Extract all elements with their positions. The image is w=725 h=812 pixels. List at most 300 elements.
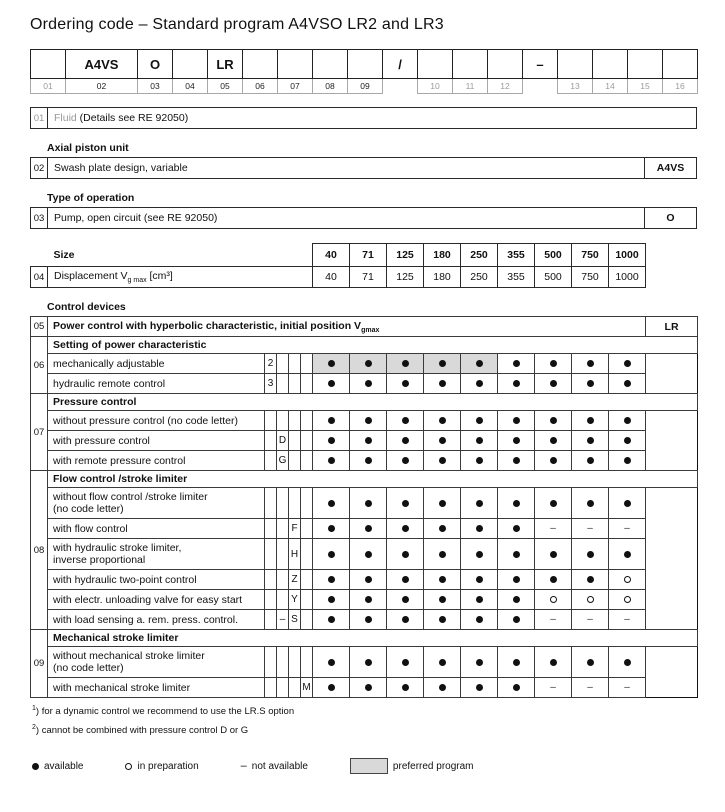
availability-cell	[424, 610, 461, 630]
code-cell: A4VS	[66, 50, 138, 79]
availability-cell	[313, 451, 350, 471]
control-option-row	[31, 678, 698, 698]
code-letter-cell	[289, 488, 301, 519]
control-option-label: hydraulic remote control	[48, 374, 265, 394]
available-dot	[624, 551, 631, 558]
footnote: $^2$) cannot be combined with pressure control D or G	[32, 724, 249, 737]
availability-cell	[461, 431, 498, 451]
control-option-label: with electr. unloading valve for easy start	[48, 590, 265, 610]
availability-cell	[424, 678, 461, 698]
section-02-code: A4VS	[645, 158, 697, 179]
control-option-label: with hydraulic two-point control	[48, 570, 265, 590]
availability-cell	[572, 590, 609, 610]
legend-box-icon	[350, 758, 388, 774]
available-dot	[365, 525, 372, 532]
available-dot	[476, 500, 483, 507]
code-letter-cell	[301, 519, 313, 539]
control-option-row	[31, 519, 698, 539]
availability-cell: –	[609, 610, 646, 630]
availability-cell	[424, 539, 461, 570]
in-preparation-circle	[624, 596, 631, 603]
code-cell	[488, 50, 523, 79]
size-value-cell: 1000	[609, 267, 646, 288]
available-dot	[328, 576, 335, 583]
availability-cell	[313, 519, 350, 539]
available-dot	[587, 659, 594, 666]
availability-cell	[609, 451, 646, 471]
available-dot	[476, 616, 483, 623]
availability-cell	[535, 431, 572, 451]
availability-cell	[572, 647, 609, 678]
code-position-label: 09	[348, 79, 383, 94]
available-dot	[550, 437, 557, 444]
availability-cell	[350, 539, 387, 570]
available-dot	[439, 551, 446, 558]
control-option-label: with load sensing a. rem. press. control.	[48, 610, 265, 630]
code-letter-cell	[265, 539, 277, 570]
available-dot	[328, 380, 335, 387]
availability-cell	[572, 488, 609, 519]
control-option-label: with mechanical stroke limiter	[48, 678, 265, 698]
code-letter-cell	[265, 647, 277, 678]
availability-cell	[609, 539, 646, 570]
code-position-gap	[383, 79, 418, 94]
available-dot	[439, 525, 446, 532]
available-dot	[328, 616, 335, 623]
availability-cell	[498, 678, 535, 698]
availability-cell	[424, 451, 461, 471]
code-letter-cell	[289, 411, 301, 431]
availability-cell	[424, 488, 461, 519]
position-number: 02	[31, 158, 48, 179]
size-header-cell: 180	[424, 244, 461, 267]
control-group-header-row	[31, 394, 698, 411]
availability-cell: –	[609, 678, 646, 698]
code-cell	[418, 50, 453, 79]
available-dot	[439, 684, 446, 691]
code-letter-cell	[289, 647, 301, 678]
available-dot	[365, 684, 372, 691]
available-dot	[365, 659, 372, 666]
availability-cell: –	[535, 678, 572, 698]
available-dot	[365, 576, 372, 583]
code-cell	[31, 50, 66, 79]
axial-piston-unit-heading: Axial piston unit	[47, 142, 129, 154]
legend-label: in preparation	[137, 760, 199, 772]
available-dot	[439, 457, 446, 464]
available-dot	[476, 659, 483, 666]
legend	[32, 758, 697, 774]
availability-cell	[313, 610, 350, 630]
code-position-label: 02	[66, 79, 138, 94]
in-preparation-circle	[624, 576, 631, 583]
code-letter-cell	[265, 519, 277, 539]
available-dot	[402, 576, 409, 583]
section-03-code: O	[645, 208, 697, 229]
code-letter-cell	[277, 488, 289, 519]
control-option-row	[31, 411, 698, 431]
available-dot	[587, 576, 594, 583]
available-dot	[587, 380, 594, 387]
availability-cell: –	[572, 519, 609, 539]
size-table	[30, 243, 646, 288]
control-option-label: with flow control	[48, 519, 265, 539]
position-number: 05	[31, 317, 48, 337]
availability-cell	[572, 374, 609, 394]
size-header-cell: 355	[498, 244, 535, 267]
availability-cell	[424, 570, 461, 590]
availability-cell	[387, 354, 424, 374]
code-letter-cell	[301, 411, 313, 431]
availability-cell	[535, 354, 572, 374]
availability-cell	[535, 411, 572, 431]
availability-cell	[387, 374, 424, 394]
position-number: 04	[31, 267, 48, 288]
available-dot	[624, 437, 631, 444]
available-dot	[328, 525, 335, 532]
availability-cell	[313, 647, 350, 678]
availability-cell	[572, 570, 609, 590]
available-dot	[476, 551, 483, 558]
code-letter-cell	[289, 374, 301, 394]
available-dot	[550, 380, 557, 387]
available-dot	[513, 596, 520, 603]
available-dot	[513, 525, 520, 532]
availability-cell	[535, 570, 572, 590]
availability-cell	[350, 374, 387, 394]
legend-item	[241, 760, 308, 772]
code-letter-cell	[289, 678, 301, 698]
available-dot	[476, 360, 483, 367]
footnote-sup: 1	[32, 705, 36, 713]
size-value-cell: 40	[313, 267, 350, 288]
availability-cell	[498, 411, 535, 431]
code-letter-cell	[301, 610, 313, 630]
availability-cell	[424, 647, 461, 678]
control-group-header-row	[31, 630, 698, 647]
availability-cell	[535, 539, 572, 570]
code-letter-cell	[289, 354, 301, 374]
availability-cell	[609, 570, 646, 590]
code-letter-cell	[265, 411, 277, 431]
control-option-row	[31, 539, 698, 570]
available-dot	[513, 380, 520, 387]
control-header-row	[31, 317, 698, 337]
availability-cell	[387, 431, 424, 451]
availability-cell	[387, 678, 424, 698]
code-position-label: 01	[31, 79, 66, 94]
code-position-label: 11	[453, 79, 488, 94]
legend-item	[350, 758, 474, 774]
available-dot	[328, 551, 335, 558]
code-letter-cell	[277, 539, 289, 570]
control-option-row	[31, 647, 698, 678]
available-dot	[402, 551, 409, 558]
available-dot	[624, 659, 631, 666]
legend-dash-icon: –	[240, 760, 247, 773]
availability-cell	[350, 519, 387, 539]
availability-cell	[313, 678, 350, 698]
available-dot	[513, 457, 520, 464]
control-devices-table	[30, 316, 698, 698]
availability-cell	[350, 411, 387, 431]
size-value-cell: 125	[387, 267, 424, 288]
control-option-label: mechanically adjustable	[48, 354, 265, 374]
code-letter-cell: S	[289, 610, 301, 630]
code-letter-cell	[277, 647, 289, 678]
available-dot	[624, 500, 631, 507]
control-group-title: Setting of power characteristic	[48, 337, 698, 354]
available-dot	[587, 437, 594, 444]
code-separator-cell: /	[383, 50, 418, 79]
available-dot	[476, 684, 483, 691]
available-dot	[550, 457, 557, 464]
available-dot	[587, 457, 594, 464]
code-cell	[243, 50, 278, 79]
available-dot	[513, 551, 520, 558]
code-position-label: 07	[278, 79, 313, 94]
availability-cell	[572, 411, 609, 431]
control-group-title: Pressure control	[48, 394, 698, 411]
size-value-cell: 355	[498, 267, 535, 288]
code-cell	[313, 50, 348, 79]
availability-cell	[461, 411, 498, 431]
availability-cell	[387, 451, 424, 471]
available-dot	[476, 576, 483, 583]
availability-cell	[350, 647, 387, 678]
availability-cell	[350, 451, 387, 471]
section-01-table	[30, 107, 697, 129]
availability-cell	[609, 354, 646, 374]
size-header-cell: 40	[313, 244, 350, 267]
code-letter-cell	[301, 354, 313, 374]
available-dot	[32, 763, 39, 770]
code-position-label: 13	[558, 79, 593, 94]
control-header-code: LR	[646, 317, 698, 337]
code-letter-cell	[277, 570, 289, 590]
availability-cell	[461, 610, 498, 630]
spacer-cell	[31, 244, 48, 267]
in-preparation-circle	[550, 596, 557, 603]
availability-cell	[609, 431, 646, 451]
availability-cell: –	[572, 678, 609, 698]
availability-cell	[498, 374, 535, 394]
availability-cell	[609, 590, 646, 610]
availability-cell	[387, 647, 424, 678]
availability-cell	[609, 374, 646, 394]
power-control-label: Power control with hyperbolic characteristic, initial position $V_{gmax}$	[48, 317, 646, 337]
displacement-label: Displacement $V_{g max}$ [cm³]	[48, 267, 313, 288]
code-position-label: 10	[418, 79, 453, 94]
available-dot	[587, 500, 594, 507]
availability-cell	[572, 354, 609, 374]
code-letter-cell: H	[289, 539, 301, 570]
availability-cell	[461, 647, 498, 678]
available-dot	[439, 500, 446, 507]
code-letter-cell	[289, 451, 301, 471]
code-letter-cell	[265, 570, 277, 590]
availability-cell	[461, 678, 498, 698]
code-letter-cell	[265, 590, 277, 610]
code-position-label: 05	[208, 79, 243, 94]
code-letter-cell	[265, 678, 277, 698]
code-letter-cell: M	[301, 678, 313, 698]
control-group-title: Mechanical stroke limiter	[48, 630, 698, 647]
availability-cell	[609, 488, 646, 519]
available-dot	[476, 457, 483, 464]
code-cell	[593, 50, 628, 79]
code-letter-cell	[301, 431, 313, 451]
size-value-cell: 500	[535, 267, 572, 288]
code-letter-cell: 3	[265, 374, 277, 394]
available-dot	[550, 659, 557, 666]
code-letter-cell: F	[289, 519, 301, 539]
position-number: 01	[31, 108, 48, 129]
available-dot	[402, 457, 409, 464]
availability-cell	[461, 354, 498, 374]
available-dot	[439, 659, 446, 666]
in-preparation-circle	[125, 763, 132, 770]
code-letter-cell	[277, 374, 289, 394]
code-letter-cell	[301, 488, 313, 519]
availability-cell	[313, 590, 350, 610]
availability-cell	[461, 488, 498, 519]
size-values-row	[31, 267, 646, 288]
code-letter-cell	[277, 411, 289, 431]
code-separator-cell: –	[523, 50, 558, 79]
availability-cell	[313, 354, 350, 374]
code-letter-cell: –	[277, 610, 289, 630]
availability-cell	[387, 610, 424, 630]
control-option-row	[31, 374, 698, 394]
available-dot	[402, 500, 409, 507]
available-dot	[587, 360, 594, 367]
available-dot	[328, 684, 335, 691]
control-option-row	[31, 610, 698, 630]
position-number: 07	[31, 394, 48, 471]
availability-cell	[424, 519, 461, 539]
legend-label: preferred program	[392, 760, 474, 772]
code-letter-cell	[301, 539, 313, 570]
availability-cell	[498, 610, 535, 630]
availability-cell	[387, 411, 424, 431]
availability-cell	[461, 374, 498, 394]
code-cell: O	[138, 50, 173, 79]
available-dot	[550, 360, 557, 367]
available-dot	[439, 417, 446, 424]
legend-dot-icon	[32, 763, 39, 770]
control-devices-heading: Control devices	[47, 301, 126, 314]
available-dot	[402, 380, 409, 387]
control-option-row	[31, 488, 698, 519]
footnote-sup: 2	[32, 724, 36, 732]
availability-cell	[461, 590, 498, 610]
control-option-label: without mechanical stroke limiter (no code letter)	[48, 647, 265, 678]
available-dot	[587, 551, 594, 558]
available-dot	[550, 417, 557, 424]
available-dot	[402, 525, 409, 532]
available-dot	[624, 380, 631, 387]
code-cell	[663, 50, 698, 79]
availability-cell	[498, 647, 535, 678]
position-number: 06	[31, 337, 48, 394]
availability-cell	[350, 610, 387, 630]
availability-cell	[498, 354, 535, 374]
available-dot	[550, 576, 557, 583]
control-option-label: without pressure control (no code letter)	[48, 411, 265, 431]
size-value-cell: 750	[572, 267, 609, 288]
available-dot	[365, 616, 372, 623]
availability-cell	[535, 374, 572, 394]
availability-cell	[350, 431, 387, 451]
available-dot	[550, 500, 557, 507]
control-option-row	[31, 451, 698, 471]
available-dot	[328, 596, 335, 603]
availability-cell	[424, 411, 461, 431]
code-letter-cell	[277, 354, 289, 374]
available-dot	[439, 380, 446, 387]
code-letter-cell	[265, 431, 277, 451]
code-position-label: 16	[663, 79, 698, 94]
code-position-label: 14	[593, 79, 628, 94]
legend-label: available	[44, 760, 84, 772]
available-dot	[476, 417, 483, 424]
available-dot	[328, 417, 335, 424]
size-header-cell: 750	[572, 244, 609, 267]
code-position-label: 03	[138, 79, 173, 94]
code-letter-cell: Y	[289, 590, 301, 610]
available-dot	[328, 457, 335, 464]
code-position-label: 08	[313, 79, 348, 94]
code-letter-cell	[277, 590, 289, 610]
code-cell	[278, 50, 313, 79]
availability-cell	[498, 570, 535, 590]
ordering-code-position-row	[31, 79, 698, 94]
code-position-label: 15	[628, 79, 663, 94]
available-dot	[476, 437, 483, 444]
availability-cell	[535, 647, 572, 678]
position-number: 09	[31, 630, 48, 698]
availability-cell	[498, 539, 535, 570]
code-letter-cell: 2	[265, 354, 277, 374]
available-dot	[402, 596, 409, 603]
availability-cell	[387, 539, 424, 570]
availability-cell	[424, 590, 461, 610]
size-header-cell: 1000	[609, 244, 646, 267]
available-dot	[513, 500, 520, 507]
available-dot	[402, 659, 409, 666]
availability-cell	[609, 647, 646, 678]
code-letter-cell: G	[277, 451, 289, 471]
code-cell: LR	[208, 50, 243, 79]
control-option-label: with hydraulic stroke limiter, inverse proportional	[48, 539, 265, 570]
availability-cell	[387, 519, 424, 539]
legend-item	[32, 761, 83, 772]
available-dot	[439, 360, 446, 367]
availability-cell	[572, 539, 609, 570]
control-group-title: Flow control /stroke limiter	[48, 471, 698, 488]
code-letter-cell	[289, 431, 301, 451]
section-03-table	[30, 207, 697, 229]
availability-cell: –	[609, 519, 646, 539]
available-dot	[365, 596, 372, 603]
available-dot	[476, 525, 483, 532]
code-letter-cell	[301, 647, 313, 678]
code-position-gap	[523, 79, 558, 94]
availability-cell	[572, 451, 609, 471]
available-dot	[550, 551, 557, 558]
availability-cell	[498, 488, 535, 519]
